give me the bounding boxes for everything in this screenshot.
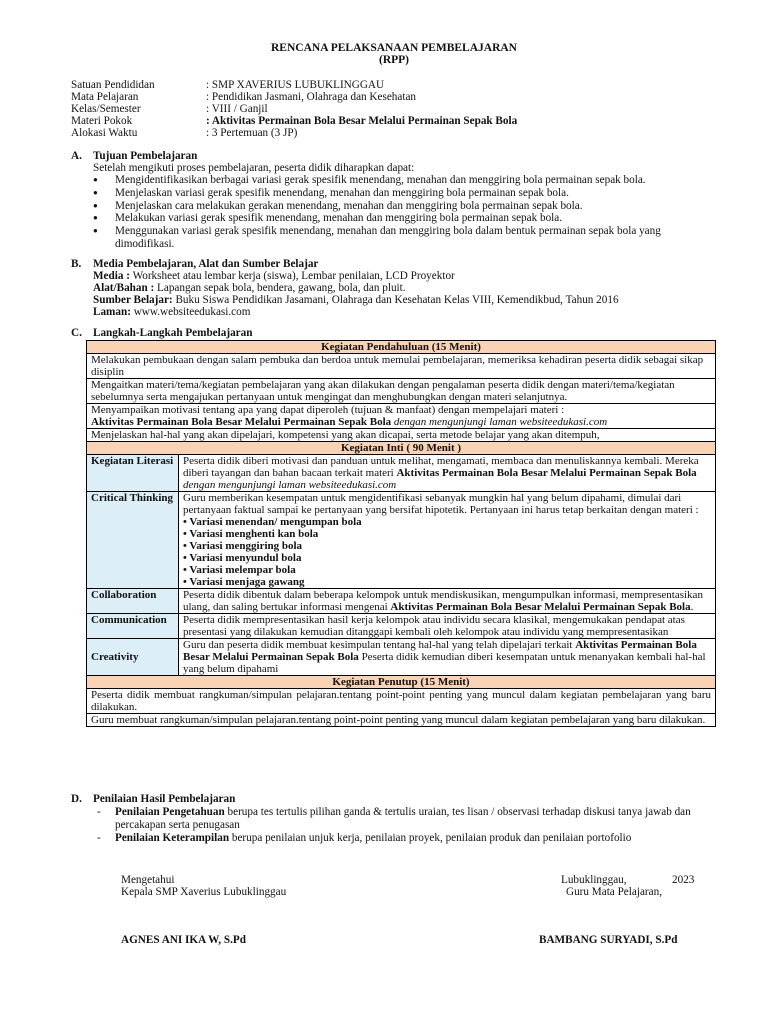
collaboration-label: Collaboration (87, 589, 179, 614)
alat-line (93, 282, 723, 295)
alat-label: Alat/Bahan : (93, 282, 155, 294)
identity-key: Mata Pelajaran (71, 91, 139, 103)
identity-key: Kelas/Semester (71, 103, 141, 115)
sig-left-line2: Kepala SMP Xaverius Lubuklinggau (121, 886, 287, 898)
critical-item: • Variasi menyundul bola (183, 552, 302, 564)
critical-label: Critical Thinking (87, 492, 179, 589)
document-title: RENCANA PELAKSANAAN PEMBELAJARAN (271, 42, 517, 54)
assessment-item (93, 806, 723, 832)
cell-bold: Aktivitas Permainan Bola Besar Melalui Permainan Sepak Bola (91, 416, 392, 428)
table-row (87, 614, 716, 639)
sig-left-line1: Mengetahui (121, 874, 175, 886)
assessment-label: Penilaian Keterampilan (115, 831, 230, 844)
cell-italic: dengan mengunjungi laman websiteedukasi.com (183, 479, 397, 491)
collaboration-cell (179, 589, 716, 614)
document-subtitle: (RPP) (378, 54, 409, 66)
sig-right-place: Lubuklinggau, (561, 874, 627, 886)
cell-italic: dengan mengunjungi laman websiteedukasi.com (391, 416, 608, 428)
table-cell (87, 404, 716, 429)
table-row (87, 379, 716, 404)
table-row (87, 714, 716, 727)
creativity-label: Creativity (87, 639, 179, 676)
table-row (87, 676, 716, 689)
section-a-intro: Setelah mengikuti proses pembelajaran, peserta didik diharapkan dapat: (93, 162, 415, 174)
laman-value: www.websiteedukasi.com (130, 306, 251, 318)
table-row (87, 492, 716, 589)
section-letter: B. (71, 258, 82, 270)
cell-text: Peserta didik dibentuk dalam beberapa kelompok untuk mendiskusikan, mengumpulkan informasi, mempresentasikan ulang, dan saling bertukar informasi mengenai (183, 589, 703, 613)
objective-item: ● Menggunakan variasi gerak spesifik menendang, menahan dan menggiring bola dalam bentuk permainan sepak bola yang dimodifikasi. (93, 225, 721, 251)
pendahuluan-band: Kegiatan Pendahuluan (15 Menit) (87, 341, 716, 354)
table-row (87, 455, 716, 492)
laman-line (93, 306, 723, 319)
identity-key: Materi Pokok (71, 115, 133, 127)
assessment-text: berupa tes tertulis pilihan ganda & tertulis uraian, tes lisan / observasi terhadap diskusi tanya jawab dan percakapan serta penugasan (115, 806, 691, 831)
critical-cell (179, 492, 716, 589)
identity-value: : 3 Pertemuan (3 JP) (206, 127, 298, 139)
table-row (87, 354, 716, 379)
identity-value: : Pendidikan Jasmani, Olahraga dan Kesehatan (206, 91, 417, 103)
media-line (93, 270, 723, 283)
identity-key: Satuan Pendididan (71, 79, 155, 91)
section-a-heading (71, 150, 197, 163)
literasi-label: Kegiatan Literasi (87, 455, 179, 492)
section-d-heading (71, 793, 235, 806)
cell-tail: . (690, 601, 694, 613)
assessment-item (93, 832, 723, 845)
objective-item: ● Mengidentifikasikan berbagai variasi gerak spesifik menendang, menahan dan menggiring bola permainan sepak bola. (93, 174, 721, 187)
table-row (87, 589, 716, 614)
critical-item: • Variasi menghenti kan bola (183, 528, 319, 540)
section-title: Tujuan Pembelajaran (93, 150, 198, 162)
sig-right-name: BAMBANG SURYADI, S.Pd (539, 934, 678, 946)
identity-key: Alokasi Waktu (71, 127, 138, 139)
objective-item: ● Menjelaskan cara melakukan gerakan menendang, menahan dan menggiring bola permainan sepak bola. (93, 200, 721, 213)
alat-value: Lapangan sepak bola, bendera, gawang, bola, dan pluit. (154, 282, 406, 294)
table-row (87, 429, 716, 442)
objective-item: ● Menjelaskan variasi gerak spesifik menendang, menahan dan menggiring bola permainan sepak bola. (93, 187, 721, 200)
cell-text: Guru memberikan kesempatan untuk mengidentifikasi sebanyak mungkin hal yang belum dipahami, dimulai dari pertanyaan faktual sampai ke pertanyaan yang bersifat hipotetik. Pertanyaan ini harus tetap berkaitan dengan materi : (183, 492, 699, 516)
table-row (87, 689, 716, 714)
sig-right-year: 2023 (672, 874, 695, 886)
cell-text: Menyampaikan motivasi tentang apa yang dapat diperoleh (tujuan & manfaat) dengan mempelajari materi : (91, 404, 565, 416)
learning-steps-table (86, 340, 716, 727)
table-row (87, 341, 716, 354)
objective-item: ● Melakukan variasi gerak spesifik menendang, menahan dan menggiring bola permainan sepak bola. (93, 212, 721, 225)
cell-text: Peserta didik diberi motivasi dan panduan untuk melihat, mengamati, membaca dan menuliskannya kembali. Mereka diberi tayangan dan bahan bacaan terkait materi (183, 455, 699, 479)
assessment-label: Penilaian Pengetahuan (115, 806, 225, 818)
sig-right-line2: Guru Mata Pelajaran, (566, 886, 662, 898)
table-row (87, 442, 716, 455)
objectives-list (93, 174, 721, 251)
cell-text: Guru dan peserta didik membuat kesimpulan tentang hal-hal yang telah dipelajari terkait (183, 639, 576, 651)
penutup-band: Kegiatan Penutup (15 Menit) (87, 676, 716, 689)
section-title: Media Pembelajaran, Alat dan Sumber Belajar (93, 258, 319, 270)
media-value: Worksheet atau lembar kerja (siswa), Lembar penilaian, LCD Proyektor (129, 270, 455, 282)
media-label: Media : (93, 270, 130, 282)
literasi-cell (179, 455, 716, 492)
identity-value: : Aktivitas Permainan Bola Besar Melalui Permainan Sepak Bola (206, 115, 518, 127)
section-c-heading (71, 327, 252, 340)
critical-item: • Variasi melempar bola (183, 564, 296, 576)
sumber-line (93, 294, 723, 307)
communication-cell: Peserta didik mempresentasikan hasil kerja kelompok atau individu secara klasikal, mengemukakan pendapat atas presentasi yang dilakukan kemudian ditanggapi kembali oleh kelompok atau individu yang mempresentasikan (179, 614, 716, 639)
cell-tail: Peserta didik kemudian diberi kesempatan untuk menanyakan kembali hal-hal yang belum dipahami (183, 651, 706, 675)
table-cell: Mengaitkan materi/tema/kegiatan pembelajaran yang akan dilakukan dengan pengalaman peserta didik dengan materi/tema/kegiatan sebelumnya serta mengajukan pertanyaan untuk mengingat dan menghubungkan dengan materi selanjutnya. (87, 379, 716, 404)
identity-value: : SMP XAVERIUS LUBUKLINGGAU (206, 79, 385, 91)
critical-item: • Variasi menjaga gawang (183, 576, 305, 588)
sig-left-name: AGNES ANI IKA W, S.Pd (121, 934, 246, 946)
table-cell: Guru membuat rangkuman/simpulan pelajaran.tentang point-point penting yang muncul dalam kegiatan pembelajaran yang baru dilakukan. (87, 714, 716, 727)
inti-band: Kegiatan Inti ( 90 Menit ) (87, 442, 716, 455)
table-row (87, 639, 716, 676)
laman-label: Laman: (93, 306, 131, 318)
critical-item: • Variasi menggiring bola (183, 540, 303, 552)
cell-bold: Aktivitas Permainan Bola Besar Melalui Permainan Sepak Bola (183, 639, 697, 663)
table-cell: Melakukan pembukaan dengan salam pembuka dan berdoa untuk memulai pembelajaran, memeriksa kehadiran peserta didik sebagai sikap disiplin (87, 354, 716, 379)
table-cell: Menjelaskan hal-hal yang akan dipelajari, kompetensi yang akan dicapai, serta metode belajar yang akan ditempuh, (87, 429, 716, 442)
identity-value: : VIII / Ganjil (206, 103, 268, 115)
critical-item: • Variasi menendan/ mengumpan bola (183, 516, 362, 528)
section-letter: D. (71, 793, 82, 805)
table-row (87, 404, 716, 429)
cell-bold: Aktivitas Permainan Bola Besar Melalui Permainan Sepak Bola (390, 601, 691, 613)
sumber-value: Buku Siswa Pendidikan Jasamani, Olahraga dan Kesehatan Kelas VIII, Kemendikbud, Tahun 2016 (172, 294, 619, 306)
sumber-label: Sumber Belajar: (93, 294, 173, 306)
assessment-text: berupa penilaian unjuk kerja, penilaian proyek, penilaian produk dan penilaian portofolio (229, 831, 632, 844)
section-b-heading (71, 258, 318, 271)
cell-bold: Aktivitas Permainan Bola Besar Melalui Permainan Sepak Bola (396, 467, 697, 479)
section-letter: C. (71, 327, 82, 339)
section-letter: A. (71, 150, 82, 162)
communication-label: Communication (87, 614, 179, 639)
table-cell: Peserta didik membuat rangkuman/simpulan pelajaran.tentang point-point penting yang muncul dalam kegiatan pembelajaran yang baru dilakukan. (87, 689, 716, 714)
assessment-list (93, 806, 723, 844)
section-title: Penilaian Hasil Pembelajaran (93, 793, 236, 805)
creativity-cell (179, 639, 716, 676)
section-title: Langkah-Langkah Pembelajaran (93, 327, 253, 339)
